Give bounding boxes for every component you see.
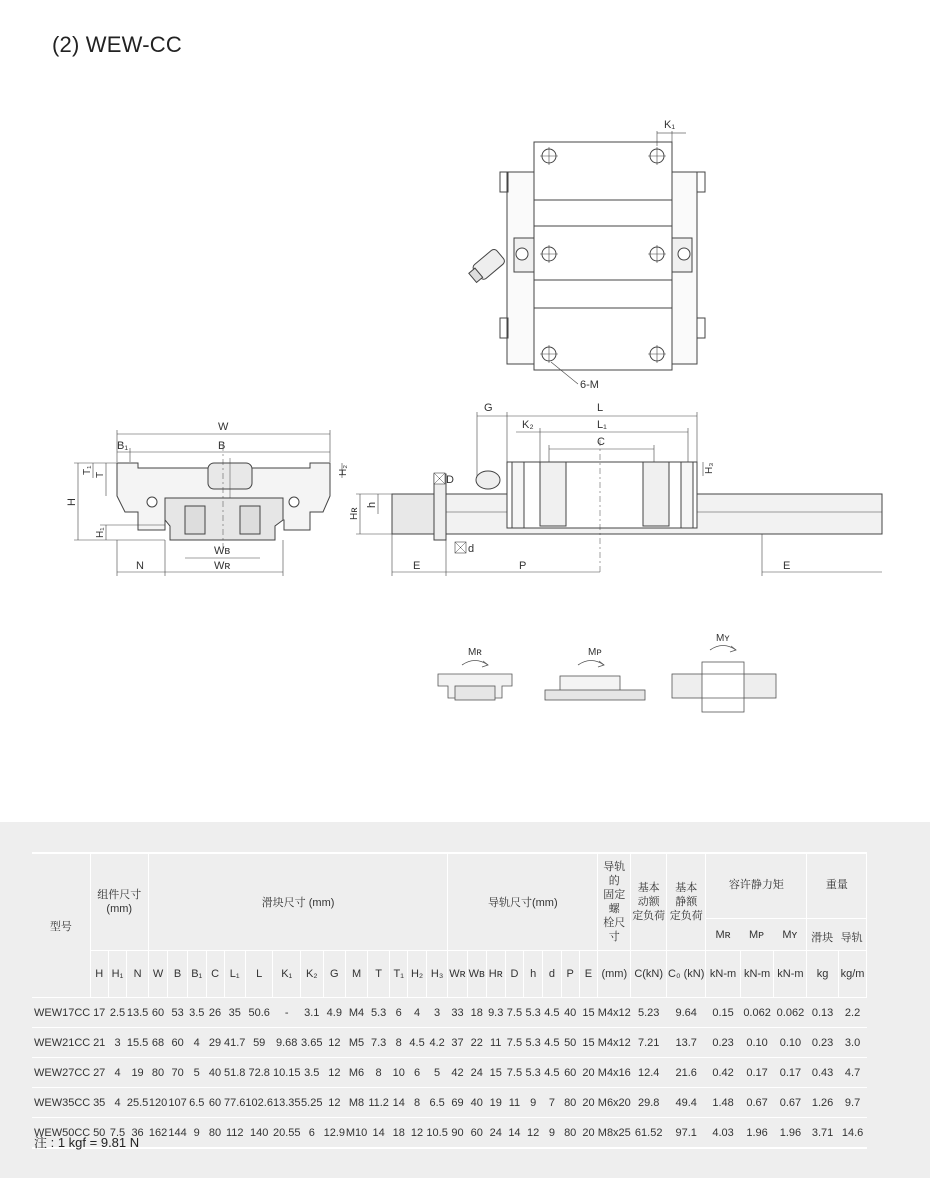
subhead-rail-weight: 导轨 xyxy=(840,932,863,944)
unit-note: 注 : 1 kgf = 9.81 N xyxy=(34,1135,140,1150)
table-cell: 5.3 xyxy=(524,1028,543,1058)
table-cell: 0.15 xyxy=(706,998,740,1028)
label-h1: H₁ xyxy=(95,527,106,538)
table-cell: 41.7 xyxy=(224,1028,245,1058)
table-cell: M4 xyxy=(346,998,368,1028)
table-cell: 7.3 xyxy=(367,1028,389,1058)
column-header: P xyxy=(561,951,579,998)
table-cell: 2.5 xyxy=(108,998,127,1028)
table-cell: 0.10 xyxy=(774,1028,807,1058)
column-header: L₁ xyxy=(224,951,245,998)
model-cell: WEW21CC xyxy=(32,1028,90,1058)
table-cell: 0.23 xyxy=(706,1028,740,1058)
table-cell: 4 xyxy=(108,1088,127,1118)
model-cell: WEW50CC xyxy=(32,1118,90,1149)
label-l: L xyxy=(597,402,604,414)
table-cell: 10.5 xyxy=(426,1118,447,1149)
table-cell: 13.7 xyxy=(667,1028,706,1058)
table-cell: 107 xyxy=(168,1088,188,1118)
table-cell: 9 xyxy=(187,1118,206,1149)
table-cell: M10 xyxy=(346,1118,368,1149)
table-cell: 0.42 xyxy=(706,1058,740,1088)
table-cell: 5.3 xyxy=(367,998,389,1028)
table-cell: 13.5 xyxy=(127,998,148,1028)
table-cell: 0.062 xyxy=(774,998,807,1028)
table-cell: 72.8 xyxy=(245,1058,273,1088)
table-cell: 50.6 xyxy=(245,998,273,1028)
table-cell: 112 xyxy=(224,1118,245,1149)
table-cell: 144 xyxy=(168,1118,188,1149)
table-cell: 12 xyxy=(323,1088,346,1118)
table-cell: 80 xyxy=(561,1118,579,1149)
table-cell: 0.062 xyxy=(740,998,774,1028)
column-header: E xyxy=(579,951,598,998)
table-cell: 35 xyxy=(90,1088,108,1118)
table-cell: 14.6 xyxy=(838,1118,867,1149)
table-cell: 80 xyxy=(148,1058,168,1088)
table-cell: 60 xyxy=(206,1088,224,1118)
label-b: B xyxy=(218,440,226,452)
table-cell: 97.1 xyxy=(667,1118,706,1149)
table-cell: 29 xyxy=(206,1028,224,1058)
table-cell: 6 xyxy=(390,998,408,1028)
table-cell: 51.8 xyxy=(224,1058,245,1088)
column-header: C(kN) xyxy=(631,951,667,998)
label-h3: H₃ xyxy=(704,462,715,474)
table-cell: 15 xyxy=(579,1028,598,1058)
header-block: 滑块尺寸 (mm) xyxy=(148,853,448,951)
column-header: L xyxy=(245,951,273,998)
table-cell: 2.2 xyxy=(838,998,867,1028)
column-header: Hʀ xyxy=(486,951,505,998)
label-n: N xyxy=(136,560,144,572)
table-cell: 4 xyxy=(408,998,427,1028)
table-cell: M4x12 xyxy=(598,998,631,1028)
column-header: C₀ (kN) xyxy=(667,951,706,998)
table-cell: 60 xyxy=(148,998,168,1028)
model-cell: WEW27CC xyxy=(32,1058,90,1088)
table-cell: 3.65 xyxy=(300,1028,323,1058)
column-header: H₁ xyxy=(108,951,127,998)
table-cell: 9.64 xyxy=(667,998,706,1028)
table-cell: 21.6 xyxy=(667,1058,706,1088)
table-cell: 4.5 xyxy=(543,998,562,1028)
table-cell: 10.15 xyxy=(273,1058,301,1088)
table-cell: 6.5 xyxy=(426,1088,447,1118)
table-cell: 3 xyxy=(108,1028,127,1058)
table-cell: 8 xyxy=(367,1058,389,1088)
column-header: d xyxy=(543,951,562,998)
table-cell: M6x20 xyxy=(598,1088,631,1118)
table-cell: 22 xyxy=(467,1028,486,1058)
model-cell: WEW17CC xyxy=(32,998,90,1028)
table-cell: 12 xyxy=(323,1058,346,1088)
table-cell: 4 xyxy=(187,1028,206,1058)
table-cell: 4.7 xyxy=(838,1058,867,1088)
table-cell: 50 xyxy=(561,1028,579,1058)
table-cell: 7 xyxy=(543,1088,562,1118)
column-header: kN-m xyxy=(774,951,807,998)
table-cell: 40 xyxy=(206,1058,224,1088)
table-cell: 60 xyxy=(467,1118,486,1149)
table-cell: 9.7 xyxy=(838,1088,867,1118)
column-header: N xyxy=(127,951,148,998)
subhead-mp: Mᴘ xyxy=(748,929,764,941)
table-cell: 37 xyxy=(448,1028,467,1058)
label-k1: K₁ xyxy=(664,119,676,131)
table-cell: 17 xyxy=(90,998,108,1028)
table-cell: 3.5 xyxy=(187,998,206,1028)
table-cell: 3.1 xyxy=(300,998,323,1028)
table-cell: 3.71 xyxy=(807,1118,838,1149)
label-mr: Mʀ xyxy=(468,647,482,658)
column-header: K₁ xyxy=(273,951,301,998)
table-cell: 35 xyxy=(224,998,245,1028)
table-cell: 6 xyxy=(300,1118,323,1149)
column-header: B xyxy=(168,951,188,998)
table-cell: - xyxy=(273,998,301,1028)
table-cell: 8 xyxy=(408,1088,427,1118)
label-t: T xyxy=(95,471,106,478)
table-cell: 11 xyxy=(505,1088,524,1118)
column-header: Wʀ xyxy=(448,951,467,998)
table-cell: M6 xyxy=(346,1058,368,1088)
table-cell: M4x12 xyxy=(598,1028,631,1058)
table-cell: 12.9 xyxy=(323,1118,346,1149)
table-cell: 11.2 xyxy=(367,1088,389,1118)
table-row xyxy=(32,1058,889,1088)
table-cell: 0.43 xyxy=(807,1058,838,1088)
table-cell: 1.96 xyxy=(774,1118,807,1149)
table-cell: 3.5 xyxy=(300,1058,323,1088)
table-cell: 4.5 xyxy=(543,1028,562,1058)
label-d-upper: D xyxy=(446,474,454,486)
column-header: C xyxy=(206,951,224,998)
subhead-mr: Mʀ xyxy=(715,929,731,941)
table-cell: 120 xyxy=(148,1088,168,1118)
table-cell: 1.48 xyxy=(706,1088,740,1118)
table-cell: 15.5 xyxy=(127,1028,148,1058)
table-cell: 5.25 xyxy=(300,1088,323,1118)
table-cell: 60 xyxy=(561,1058,579,1088)
table-cell: 61.52 xyxy=(631,1118,667,1149)
page-title: (2) WEW-CC xyxy=(52,32,182,57)
table-cell: 1.96 xyxy=(740,1118,774,1149)
label-h: H xyxy=(66,498,78,506)
table-cell: 3 xyxy=(426,998,447,1028)
column-header: kN-m xyxy=(740,951,774,998)
label-wb: Wʙ xyxy=(214,545,231,557)
table-cell: 33 xyxy=(448,998,467,1028)
table-cell: 0.17 xyxy=(774,1058,807,1088)
table-cell: 80 xyxy=(206,1118,224,1149)
table-cell: 27 xyxy=(90,1058,108,1088)
table-cell: 4.5 xyxy=(408,1028,427,1058)
header-model: 型号 xyxy=(32,853,90,998)
table-cell: 20 xyxy=(579,1118,598,1149)
table-cell: 19 xyxy=(127,1058,148,1088)
column-header: K₂ xyxy=(300,951,323,998)
label-e-left: E xyxy=(413,560,421,572)
column-header: kg/m xyxy=(838,951,867,998)
table-row xyxy=(32,1118,889,1149)
subhead-my: Mʏ xyxy=(782,929,798,941)
top-view-drawing xyxy=(467,131,705,384)
spec-table-body xyxy=(32,998,889,1149)
table-cell: 80 xyxy=(561,1088,579,1118)
column-header: h xyxy=(524,951,543,998)
table-cell: 29.8 xyxy=(631,1088,667,1118)
label-d-lower: d xyxy=(468,543,475,555)
side-view-drawing xyxy=(356,412,882,576)
label-h2: H₂ xyxy=(338,464,349,476)
table-cell: 25.5 xyxy=(127,1088,148,1118)
column-header: H₂ xyxy=(408,951,427,998)
column-header: G xyxy=(323,951,346,998)
spec-table xyxy=(32,852,889,1149)
table-cell: 14 xyxy=(505,1118,524,1149)
table-cell: 14 xyxy=(390,1088,408,1118)
table-cell: 9.68 xyxy=(273,1028,301,1058)
table-cell: 10 xyxy=(390,1058,408,1088)
label-h-small: h xyxy=(366,501,378,508)
column-header-row xyxy=(32,951,889,998)
table-cell: 3.0 xyxy=(838,1028,867,1058)
moment-mp-icon xyxy=(545,661,645,701)
label-mp: Mᴘ xyxy=(588,647,602,658)
table-cell: 18 xyxy=(390,1118,408,1149)
label-6m: 6-M xyxy=(580,379,599,391)
table-cell: 42 xyxy=(448,1058,467,1088)
spec-table-section xyxy=(0,822,930,1178)
table-cell: 14 xyxy=(367,1118,389,1149)
table-cell: 7.21 xyxy=(631,1028,667,1058)
label-t1: T₁ xyxy=(82,465,93,475)
moment-mr-icon xyxy=(438,661,512,701)
table-cell: 11 xyxy=(486,1028,505,1058)
table-cell: 12 xyxy=(323,1028,346,1058)
table-cell: 1.26 xyxy=(807,1088,838,1118)
table-cell: M4x16 xyxy=(598,1058,631,1088)
table-cell: 5.23 xyxy=(631,998,667,1028)
table-cell: 69 xyxy=(448,1088,467,1118)
table-cell: 20.55 xyxy=(273,1118,301,1149)
column-header: (mm) xyxy=(598,951,631,998)
column-header: B₁ xyxy=(187,951,206,998)
table-cell: 9.3 xyxy=(486,998,505,1028)
table-cell: 13.35 xyxy=(273,1088,301,1118)
header-rail: 导轨尺寸(mm) xyxy=(448,853,598,951)
table-cell: 4.2 xyxy=(426,1028,447,1058)
table-cell: 4 xyxy=(108,1058,127,1088)
table-cell: 59 xyxy=(245,1028,273,1058)
column-header: T xyxy=(367,951,389,998)
table-row xyxy=(32,1028,889,1058)
table-cell: 4.5 xyxy=(543,1058,562,1088)
column-header: D xyxy=(505,951,524,998)
table-cell: 102.6 xyxy=(245,1088,273,1118)
label-p: P xyxy=(519,560,527,572)
table-cell: 26 xyxy=(206,998,224,1028)
table-cell: 7.5 xyxy=(505,1058,524,1088)
label-my: Mʏ xyxy=(716,633,730,644)
header-weight: 重量 滑块 导轨 xyxy=(807,853,867,951)
table-row xyxy=(32,998,889,1028)
table-cell: 6 xyxy=(408,1058,427,1088)
table-cell: 9 xyxy=(543,1118,562,1149)
table-cell: 12 xyxy=(408,1118,427,1149)
column-header: H₃ xyxy=(426,951,447,998)
table-cell: 40 xyxy=(467,1088,486,1118)
table-cell: 5 xyxy=(426,1058,447,1088)
label-e-right: E xyxy=(783,560,791,572)
column-header: Wʙ xyxy=(467,951,486,998)
column-header: H xyxy=(90,951,108,998)
table-cell: 8 xyxy=(390,1028,408,1058)
column-header: kN-m xyxy=(706,951,740,998)
column-header: M xyxy=(346,951,368,998)
table-cell: M5 xyxy=(346,1028,368,1058)
table-cell: 12 xyxy=(524,1118,543,1149)
table-cell: 0.67 xyxy=(774,1088,807,1118)
table-cell: M8x25 xyxy=(598,1118,631,1149)
table-cell: 36 xyxy=(127,1118,148,1149)
label-g: G xyxy=(484,402,493,414)
label-k2: K₂ xyxy=(522,419,534,431)
table-cell: M8 xyxy=(346,1088,368,1118)
table-cell: 77.6 xyxy=(224,1088,245,1118)
table-cell: 24 xyxy=(467,1058,486,1088)
header-assembly: 组件尺寸 (mm) xyxy=(90,853,148,951)
table-row xyxy=(32,1088,889,1118)
table-cell: 50 xyxy=(90,1118,108,1149)
table-cell: 20 xyxy=(579,1088,598,1118)
table-cell: 7.5 xyxy=(505,1028,524,1058)
moment-my-icon xyxy=(672,646,776,713)
table-cell: 162 xyxy=(148,1118,168,1149)
table-cell: 12.4 xyxy=(631,1058,667,1088)
table-cell: 0.10 xyxy=(740,1028,774,1058)
table-cell: 0.13 xyxy=(807,998,838,1028)
label-w: W xyxy=(218,421,229,433)
table-cell: 0.67 xyxy=(740,1088,774,1118)
table-cell: 90 xyxy=(448,1118,467,1149)
table-cell: 15 xyxy=(579,998,598,1028)
table-cell: 60 xyxy=(168,1028,188,1058)
header-bolt: 导轨的 固定螺 栓尺寸 xyxy=(598,853,631,951)
table-cell: 9 xyxy=(524,1088,543,1118)
table-cell: 15 xyxy=(486,1058,505,1088)
label-wr: Wʀ xyxy=(214,560,231,572)
front-view-drawing xyxy=(74,430,342,576)
table-cell: 70 xyxy=(168,1058,188,1088)
table-cell: 5.3 xyxy=(524,998,543,1028)
table-cell: 21 xyxy=(90,1028,108,1058)
column-header: T₁ xyxy=(390,951,408,998)
table-cell: 140 xyxy=(245,1118,273,1149)
table-cell: 4.03 xyxy=(706,1118,740,1149)
table-cell: 6.5 xyxy=(187,1088,206,1118)
subhead-block-weight: 滑块 xyxy=(811,932,834,944)
table-cell: 4.9 xyxy=(323,998,346,1028)
column-header: W xyxy=(148,951,168,998)
label-b1: B₁ xyxy=(117,440,129,452)
model-cell: WEW35CC xyxy=(32,1088,90,1118)
header-moments: 容许静力矩 Mʀ Mᴘ Mʏ xyxy=(706,853,807,951)
table-cell: 24 xyxy=(486,1118,505,1149)
label-hr: Hʀ xyxy=(349,507,360,520)
column-header: kg xyxy=(807,951,838,998)
label-l1: L₁ xyxy=(597,419,607,431)
header-static-load: 基本 静额 定负荷 xyxy=(667,853,706,951)
table-cell: 49.4 xyxy=(667,1088,706,1118)
table-cell: 53 xyxy=(168,998,188,1028)
table-cell: 5.3 xyxy=(524,1058,543,1088)
table-cell: 0.23 xyxy=(807,1028,838,1058)
table-cell: 7.5 xyxy=(108,1118,127,1149)
label-c: C xyxy=(597,436,605,448)
header-dynamic-load: 基本 动额 定负荷 xyxy=(631,853,667,951)
table-cell: 18 xyxy=(467,998,486,1028)
table-cell: 19 xyxy=(486,1088,505,1118)
table-cell: 68 xyxy=(148,1028,168,1058)
table-cell: 20 xyxy=(579,1058,598,1088)
table-cell: 0.17 xyxy=(740,1058,774,1088)
table-cell: 5 xyxy=(187,1058,206,1088)
table-cell: 40 xyxy=(561,998,579,1028)
table-cell: 7.5 xyxy=(505,998,524,1028)
